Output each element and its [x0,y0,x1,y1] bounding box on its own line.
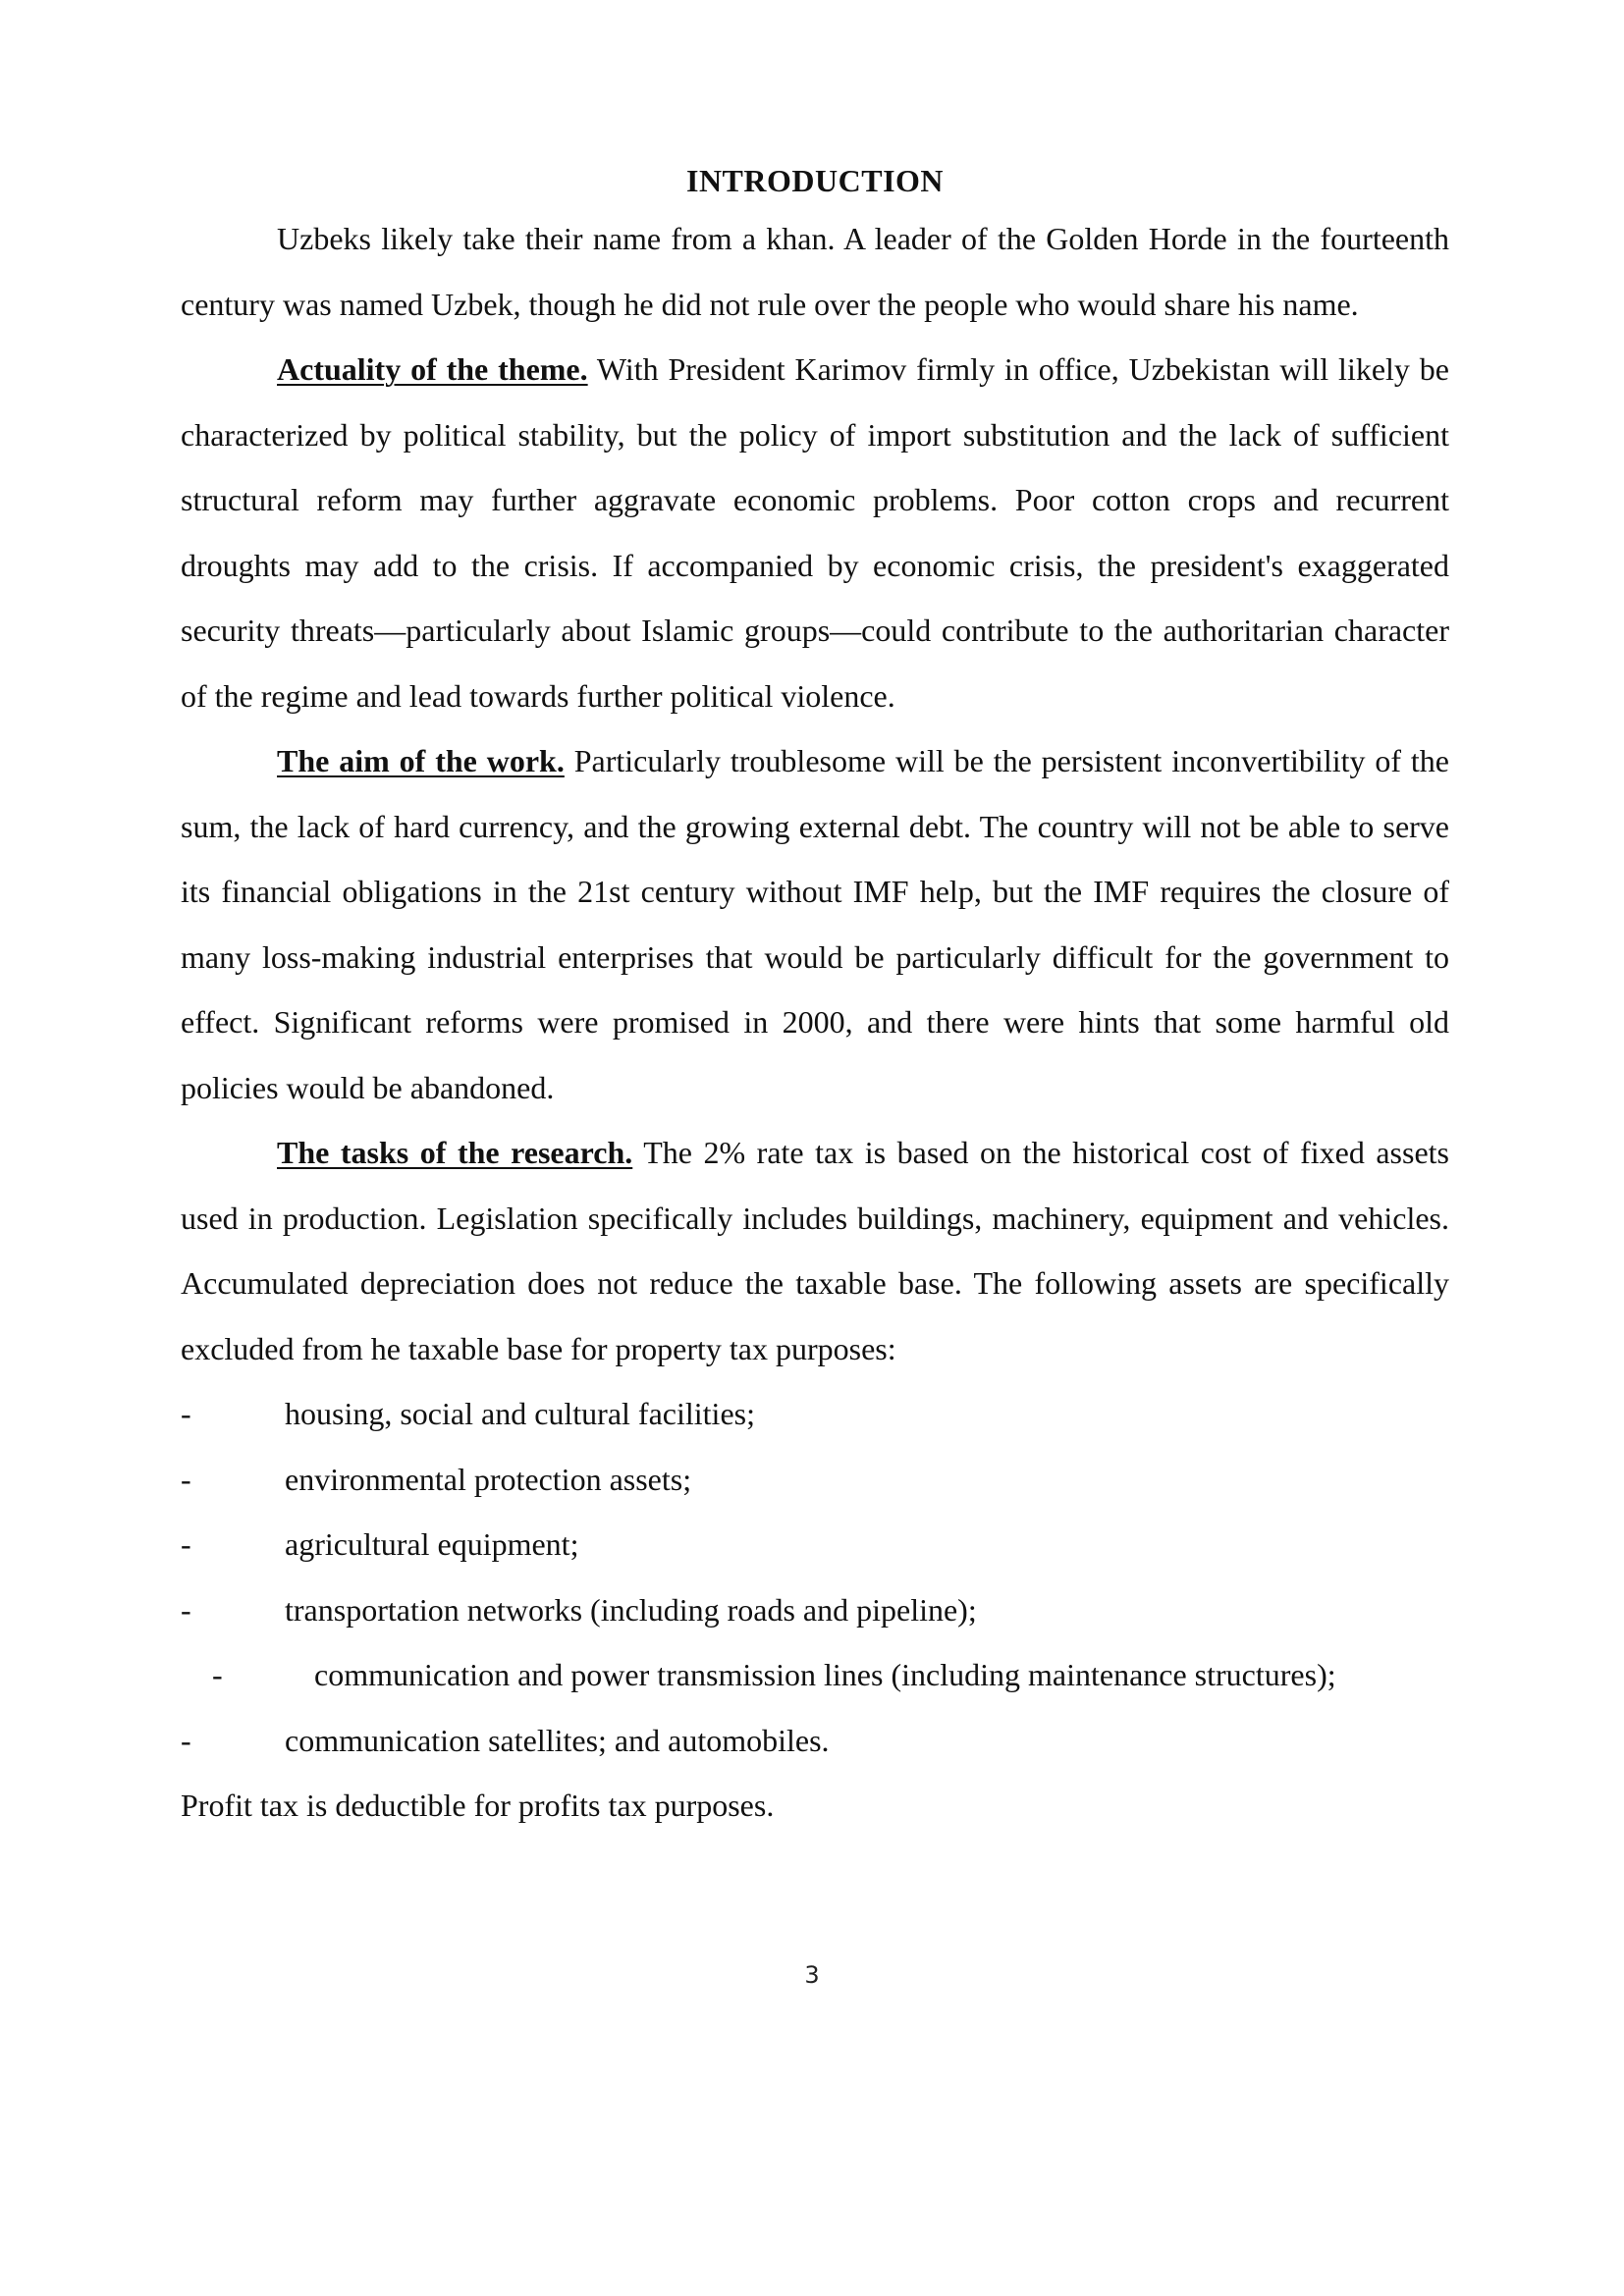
list-item-text: communication and power transmission lines (including maintenance structures); [314,1657,1336,1692]
list-item-text: communication satellites; and automobiles. [285,1722,830,1758]
closing-paragraph: Profit tax is deductible for profits tax purposes. [181,1788,775,1823]
list-item-text: transportation networks (including roads and pipeline); [285,1591,977,1628]
list-item [181,1447,1449,1513]
list-item-text: environmental protection assets; [285,1461,692,1497]
list-item [181,1381,1449,1447]
tasks-heading: The tasks of the research. [277,1135,633,1170]
aim-paragraph [181,728,1449,1120]
list-item [181,1512,1449,1577]
bullet-dash: - [181,1591,191,1628]
list-item [181,1708,1449,1774]
list-item [181,1577,1449,1643]
aim-text: Particularly troublesome will be the persistent inconvertibility of the sum, the lack of hard currency, and the growing external debt. The country will not be able to serve its financial obligations in the 21st century without IMF help, but the IMF requires the closure of many loss-making industrial enterprises that would be particularly difficult for the government to effect. Significant reforms were promised in 2000, and there were hints that some harmful old policies would be abandoned. [181,743,1450,1105]
intro-paragraph: Uzbeks likely take their name from a khan. A leader of the Golden Horde in the fourteenth century was named Uzbek, though he did not rule over the people who would share his name. [181,221,1449,322]
bullet-dash: - [181,1526,191,1562]
aim-heading: The aim of the work. [277,743,565,778]
excluded-assets-list [181,1381,1449,1773]
bullet-dash: - [181,1722,191,1758]
actuality-paragraph [181,337,1449,728]
page-title: INTRODUCTION [685,163,945,198]
list-item [181,1642,1449,1708]
list-item-text: housing, social and cultural facilities; [285,1396,755,1431]
page-number: 3 [804,1961,820,1989]
bullet-dash: - [212,1657,223,1692]
document-page [181,157,1449,1839]
bullet-dash: - [181,1461,191,1497]
actuality-text: With President Karimov firmly in office, Uzbekistan will likely be characterized by political stability, but the policy of import substitution and the lack of sufficient structural reform may further aggravate economic problems. Poor cotton crops and recurrent droughts may add to the crisis. If accompanied by economic crisis, the president's exaggerated security threats—particularly about Islamic groups—could contribute to the authoritarian character of the regime and lead towards further political violence. [181,351,1450,714]
list-item-text: agricultural equipment; [285,1526,579,1562]
actuality-heading: Actuality of the theme. [277,351,588,387]
tasks-text: The 2% rate tax is based on the historical cost of fixed assets used in production. Legislation specifically includes buildings, machinery, equipment and vehicles. Accumulated depreciation does not reduce the taxable base. The following assets are specifically excluded from he taxable base for property tax purposes: [181,1135,1450,1366]
tasks-paragraph [181,1120,1449,1381]
bullet-dash: - [181,1396,191,1431]
